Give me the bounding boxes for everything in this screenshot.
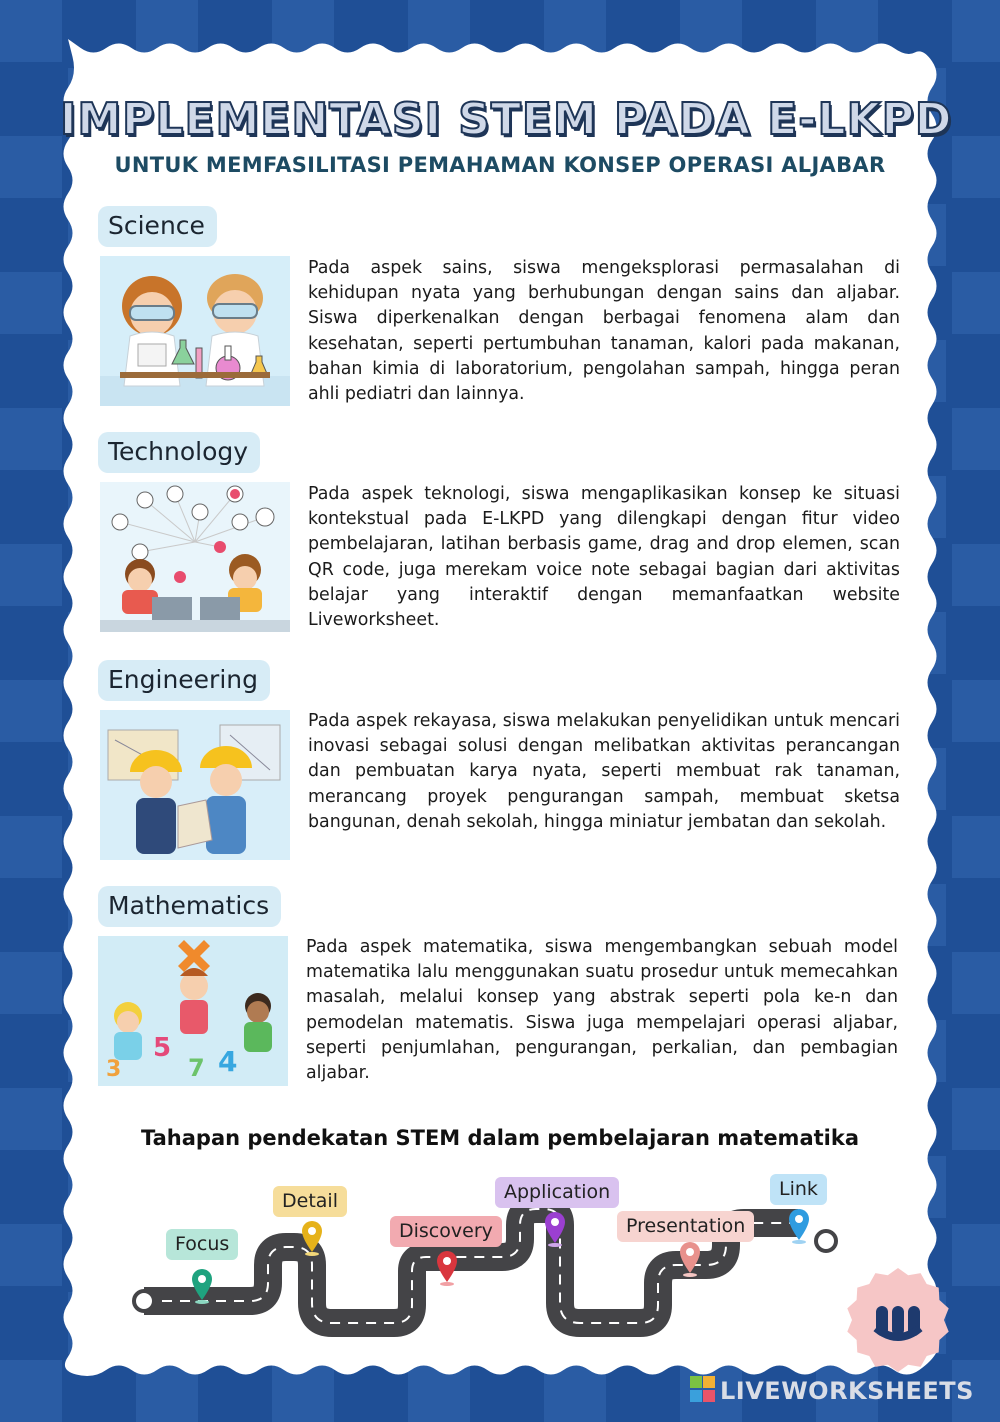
engineering-text: Pada aspek rekayasa, siswa melakukan penyelidikan untuk mencari inovasi sebagai solusi dengan melibatkan aktivitas perancangan dan pembuatan karya nyata, seperti membuat rak tanaman, merancang proyek pengurangan sampah, membuat sketsa bangunan, denah sekolah, hingga miniatur jembatan dan sekolah. xyxy=(308,711,900,832)
mathematics-illustration xyxy=(98,936,288,1086)
page-title: IMPLEMENTASI STEM PADA E-LKPD xyxy=(60,94,953,145)
liveworksheets-mark-icon xyxy=(690,1376,716,1404)
stage-discovery: Discovery xyxy=(390,1216,502,1247)
section-label-science: Science xyxy=(98,206,217,247)
stage-link: Link xyxy=(770,1174,827,1205)
svg-text:3: 3 xyxy=(106,1057,122,1082)
stage-detail: Detail xyxy=(273,1186,347,1217)
stage-focus: Focus xyxy=(166,1229,238,1260)
stage-presentation: Presentation xyxy=(617,1211,754,1242)
stage-application: Application xyxy=(495,1177,619,1208)
page-subtitle: UNTUK MEMFASILITASI PEMAHAMAN KONSEP OPERASI ALJABAR xyxy=(114,153,886,177)
liveworksheets-logo-icon[interactable] xyxy=(840,1262,956,1378)
mathematics-text: Pada aspek matematika, siswa mengembangkan sebuah model matematika lalu menggunakan suatu prosedur untuk memecahkan masalah, melalui konsep yang abstrak seperti pola ke-n dan pemodelan matematis. Siswa juga mempelajari operasi aljabar, seperti penjumlahan, pengurangan, perkalian, dan pembagian aljabar. xyxy=(306,937,898,1084)
technology-illustration xyxy=(100,482,290,632)
svg-text:4: 4 xyxy=(218,1045,238,1078)
technology-text: Pada aspek teknologi, siswa mengaplikasikan konsep ke situasi kontekstual pada E-LKPD yang dilengkapi dengan fitur video pembelajaran, latihan berbasis game, drag and drop elemen, scan QR code, juga merekam voice note sebagai bagian dari aktivitas belajar yang interaktif dengan memanfaatkan website Liveworksheet. xyxy=(308,484,900,631)
section-label-engineering: Engineering xyxy=(98,660,270,701)
svg-text:5: 5 xyxy=(153,1033,172,1063)
section-label-technology: Technology xyxy=(98,432,260,473)
section-label-mathematics: Mathematics xyxy=(98,886,281,927)
science-illustration xyxy=(100,256,290,406)
watermark-text: LIVEWORKSHEETS xyxy=(720,1377,974,1405)
engineering-illustration xyxy=(100,710,290,860)
svg-text:7: 7 xyxy=(188,1054,205,1082)
roadmap-heading: Tahapan pendekatan STEM dalam pembelajaran matematika xyxy=(141,1126,859,1150)
science-text: Pada aspek sains, siswa mengeksplorasi permasalahan di kehidupan nyata yang berhubungan dengan sains dan aljabar. Siswa diperkenalkan dengan berbagai fenomena alam dan kesehatan, seperti pertumbuhan tanaman, kalori pada makanan, bahan kimia di laboratorium, pengolahan sampah, hingga peran ahli pediatri dan lainnya. xyxy=(308,258,900,405)
